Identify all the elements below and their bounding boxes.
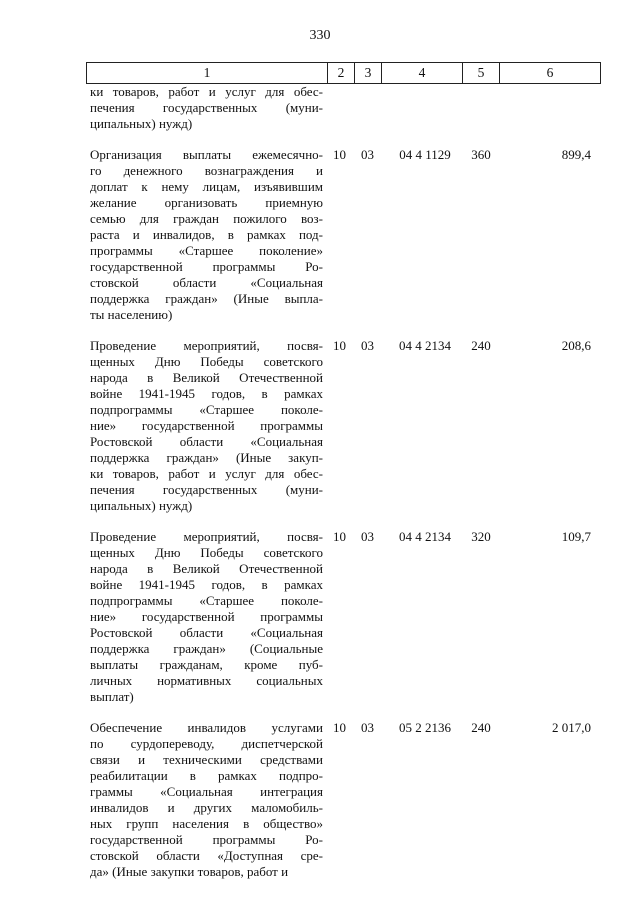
description-line: государственной программы Ро- — [90, 259, 323, 274]
cell-c3: 03 — [361, 720, 374, 735]
description-line: Проведение мероприятий, посвя- — [90, 529, 323, 544]
header-col-1: 1 — [87, 63, 328, 84]
description-line: ние» государственной программы — [90, 418, 323, 433]
description-line: поддержка граждан» (Иные закуп- — [90, 450, 323, 465]
cell-c6: 2 017,0 — [552, 720, 591, 735]
description-line: Ростовской области «Социальная — [90, 625, 323, 640]
description-line: выплат) — [90, 689, 134, 704]
row-description — [90, 147, 323, 323]
description-line: печения государственных (муни- — [90, 100, 323, 115]
cell-c4: 05 2 2136 — [399, 720, 451, 735]
row-description — [90, 338, 323, 514]
description-line: семью для граждан пожилого воз- — [90, 211, 323, 226]
description-line: ки товаров, работ и услуг для обес- — [90, 84, 323, 99]
cell-c4: 04 4 1129 — [399, 147, 451, 162]
description-line: личных нормативных социальных — [90, 673, 323, 688]
description-line: ных групп населения в общество» — [90, 816, 323, 831]
description-line: программы «Старшее поколение» — [90, 243, 323, 258]
description-line: ципальных) нужд) — [90, 498, 193, 513]
header-col-3: 3 — [355, 63, 382, 84]
header-col-6: 6 — [500, 63, 601, 84]
description-line: подпрограммы «Старшее поколе- — [90, 593, 323, 608]
description-line: раста и инвалидов, в рамках под- — [90, 227, 323, 242]
cell-c5: 240 — [471, 720, 491, 735]
description-line: ки товаров, работ и услуг для обес- — [90, 466, 323, 481]
cell-c2: 10 — [333, 529, 346, 544]
row-description — [90, 84, 323, 132]
description-line: инвалидов и других маломобиль- — [90, 800, 323, 815]
description-line: народа в Великой Отечественной — [90, 370, 323, 385]
description-line: печения государственных (муни- — [90, 482, 323, 497]
cell-c5: 240 — [471, 338, 491, 353]
cell-c3: 03 — [361, 147, 374, 162]
cell-c4: 04 4 2134 — [399, 529, 451, 544]
description-line: щенных Дню Победы советского — [90, 545, 323, 560]
cell-c2: 10 — [333, 147, 346, 162]
header-col-5: 5 — [463, 63, 500, 84]
description-line: Обеспечение инвалидов услугами — [90, 720, 323, 735]
description-line: стовской области «Доступная сре- — [90, 848, 323, 863]
header-col-4: 4 — [382, 63, 463, 84]
description-line: ты населению) — [90, 307, 173, 322]
description-line: Организация выплаты ежемесячно- — [90, 147, 323, 162]
description-line: да» (Иные закупки товаров, работ и — [90, 864, 289, 879]
description-line: поддержка граждан» (Социальные — [90, 641, 323, 656]
table-header — [86, 62, 601, 84]
description-line: реабилитации в рамках подпро- — [90, 768, 323, 783]
description-line: связи и техническими средствами — [90, 752, 323, 767]
cell-c2: 10 — [333, 338, 346, 353]
description-line: Проведение мероприятий, посвя- — [90, 338, 323, 353]
row-description — [90, 529, 323, 705]
description-line: граммы «Социальная интеграция — [90, 784, 323, 799]
table-row — [0, 720, 640, 880]
description-line: желание организовать приемную — [90, 195, 323, 210]
table-row — [0, 338, 640, 514]
description-line: стовской области «Социальная — [90, 275, 323, 290]
description-line: Ростовской области «Социальная — [90, 434, 323, 449]
description-line: ципальных) нужд) — [90, 116, 193, 131]
description-line: поддержка граждан» (Иные выпла- — [90, 291, 323, 306]
description-line: государственной программы Ро- — [90, 832, 323, 847]
cell-c6: 109,7 — [561, 529, 591, 544]
description-line: го денежного вознаграждения и — [90, 163, 323, 178]
row-description — [90, 720, 323, 880]
cell-c6: 899,4 — [561, 147, 591, 162]
description-line: по сурдопереводу, диспетчерской — [90, 736, 323, 751]
cell-c3: 03 — [361, 529, 374, 544]
description-line: ние» государственной программы — [90, 609, 323, 624]
description-line: щенных Дню Победы советского — [90, 354, 323, 369]
cell-c2: 10 — [333, 720, 346, 735]
cell-c3: 03 — [361, 338, 374, 353]
description-line: доплат к нему лицам, изъявившим — [90, 179, 323, 194]
cell-c5: 360 — [471, 147, 491, 162]
cell-c4: 04 4 2134 — [399, 338, 451, 353]
description-line: выплаты гражданам, кроме пуб- — [90, 657, 323, 672]
description-line: народа в Великой Отечественной — [90, 561, 323, 576]
description-line: войне 1941-1945 годов, в рамках — [90, 386, 323, 401]
description-line: подпрограммы «Старшее поколе- — [90, 402, 323, 417]
table-body — [0, 84, 640, 895]
header-col-2: 2 — [328, 63, 355, 84]
table-row — [0, 147, 640, 323]
table-row — [0, 84, 640, 132]
table-row — [0, 529, 640, 705]
cell-c5: 320 — [471, 529, 491, 544]
description-line: войне 1941-1945 годов, в рамках — [90, 577, 323, 592]
page-number: 330 — [309, 28, 331, 43]
cell-c6: 208,6 — [561, 338, 591, 353]
